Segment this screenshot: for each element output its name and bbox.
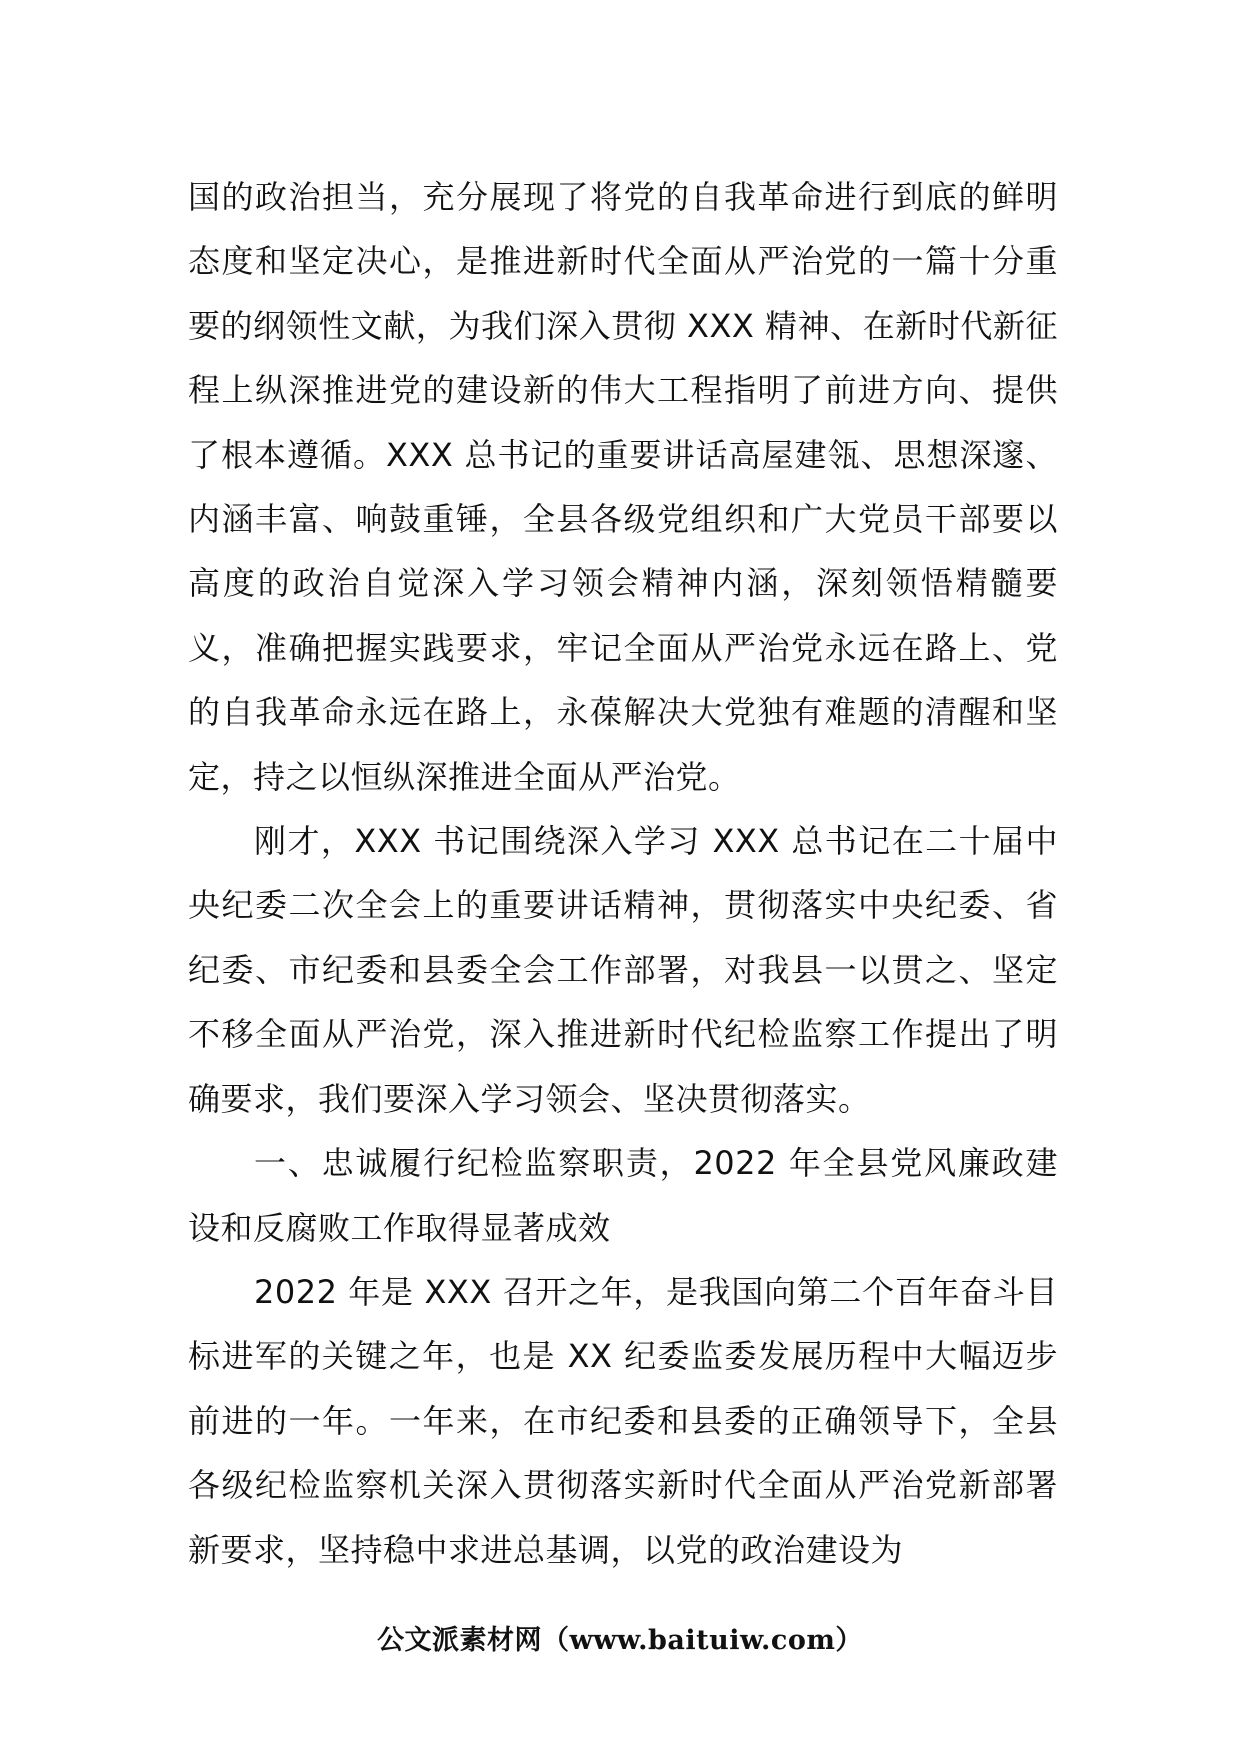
section-heading: 一、忠诚履行纪检监察职责，2022 年全县党风廉政建设和反腐败工作取得显著成效 bbox=[188, 1144, 1058, 1247]
paragraph-continued: 国的政治担当，充分展现了将党的自我革命进行到底的鲜明态度和坚定决心，是推进新时代全面从严治党的一篇十分重要的纲领性文献，为我们深入贯彻 XXX 精神、在新时代新征程上纵深推进党的建设新的伟大工程指明了前进方向、提供了根本遵循。XXX 总书记的重要讲话高屋建瓴、思想深邃、内涵丰富、响鼓重锤，全县各级党组织和广大党员干部要以高度的政治自觉深入学习领会精神内涵，深刻领悟精髓要义，准确把握实践要求，牢记全面从严治党永远在路上、党的自我革命永远在路上，永葆解决大党独有难题的清醒和坚定，持之以恒纵深推进全面从严治党。 bbox=[188, 178, 1058, 796]
document-body bbox=[188, 165, 1058, 1582]
paragraph-secretary-remarks: 刚才，XXX 书记围绕深入学习 XXX 总书记在二十届中央纪委二次全会上的重要讲话精神，贯彻落实中央纪委、省纪委、市纪委和县委全会工作部署，对我县一以贯之、坚定不移全面从严治党，深入推进新时代纪检监察工作提出了明确要求，我们要深入学习领会、坚决贯彻落实。 bbox=[188, 822, 1058, 1118]
paragraph-2022-review: 2022 年是 XXX 召开之年，是我国向第二个百年奋斗目标进军的关键之年，也是 XX 纪委监委发展历程中大幅迈步前进的一年。一年来，在市纪委和县委的正确领导下，全县各级纪检监察机关深入贯彻落实新时代全面从严治党新部署新要求，坚持稳中求进总基调，以党的政治建设为 bbox=[188, 1272, 1058, 1569]
footer-watermark: 公文派素材网（www.baituiw.com） bbox=[377, 1625, 863, 1656]
